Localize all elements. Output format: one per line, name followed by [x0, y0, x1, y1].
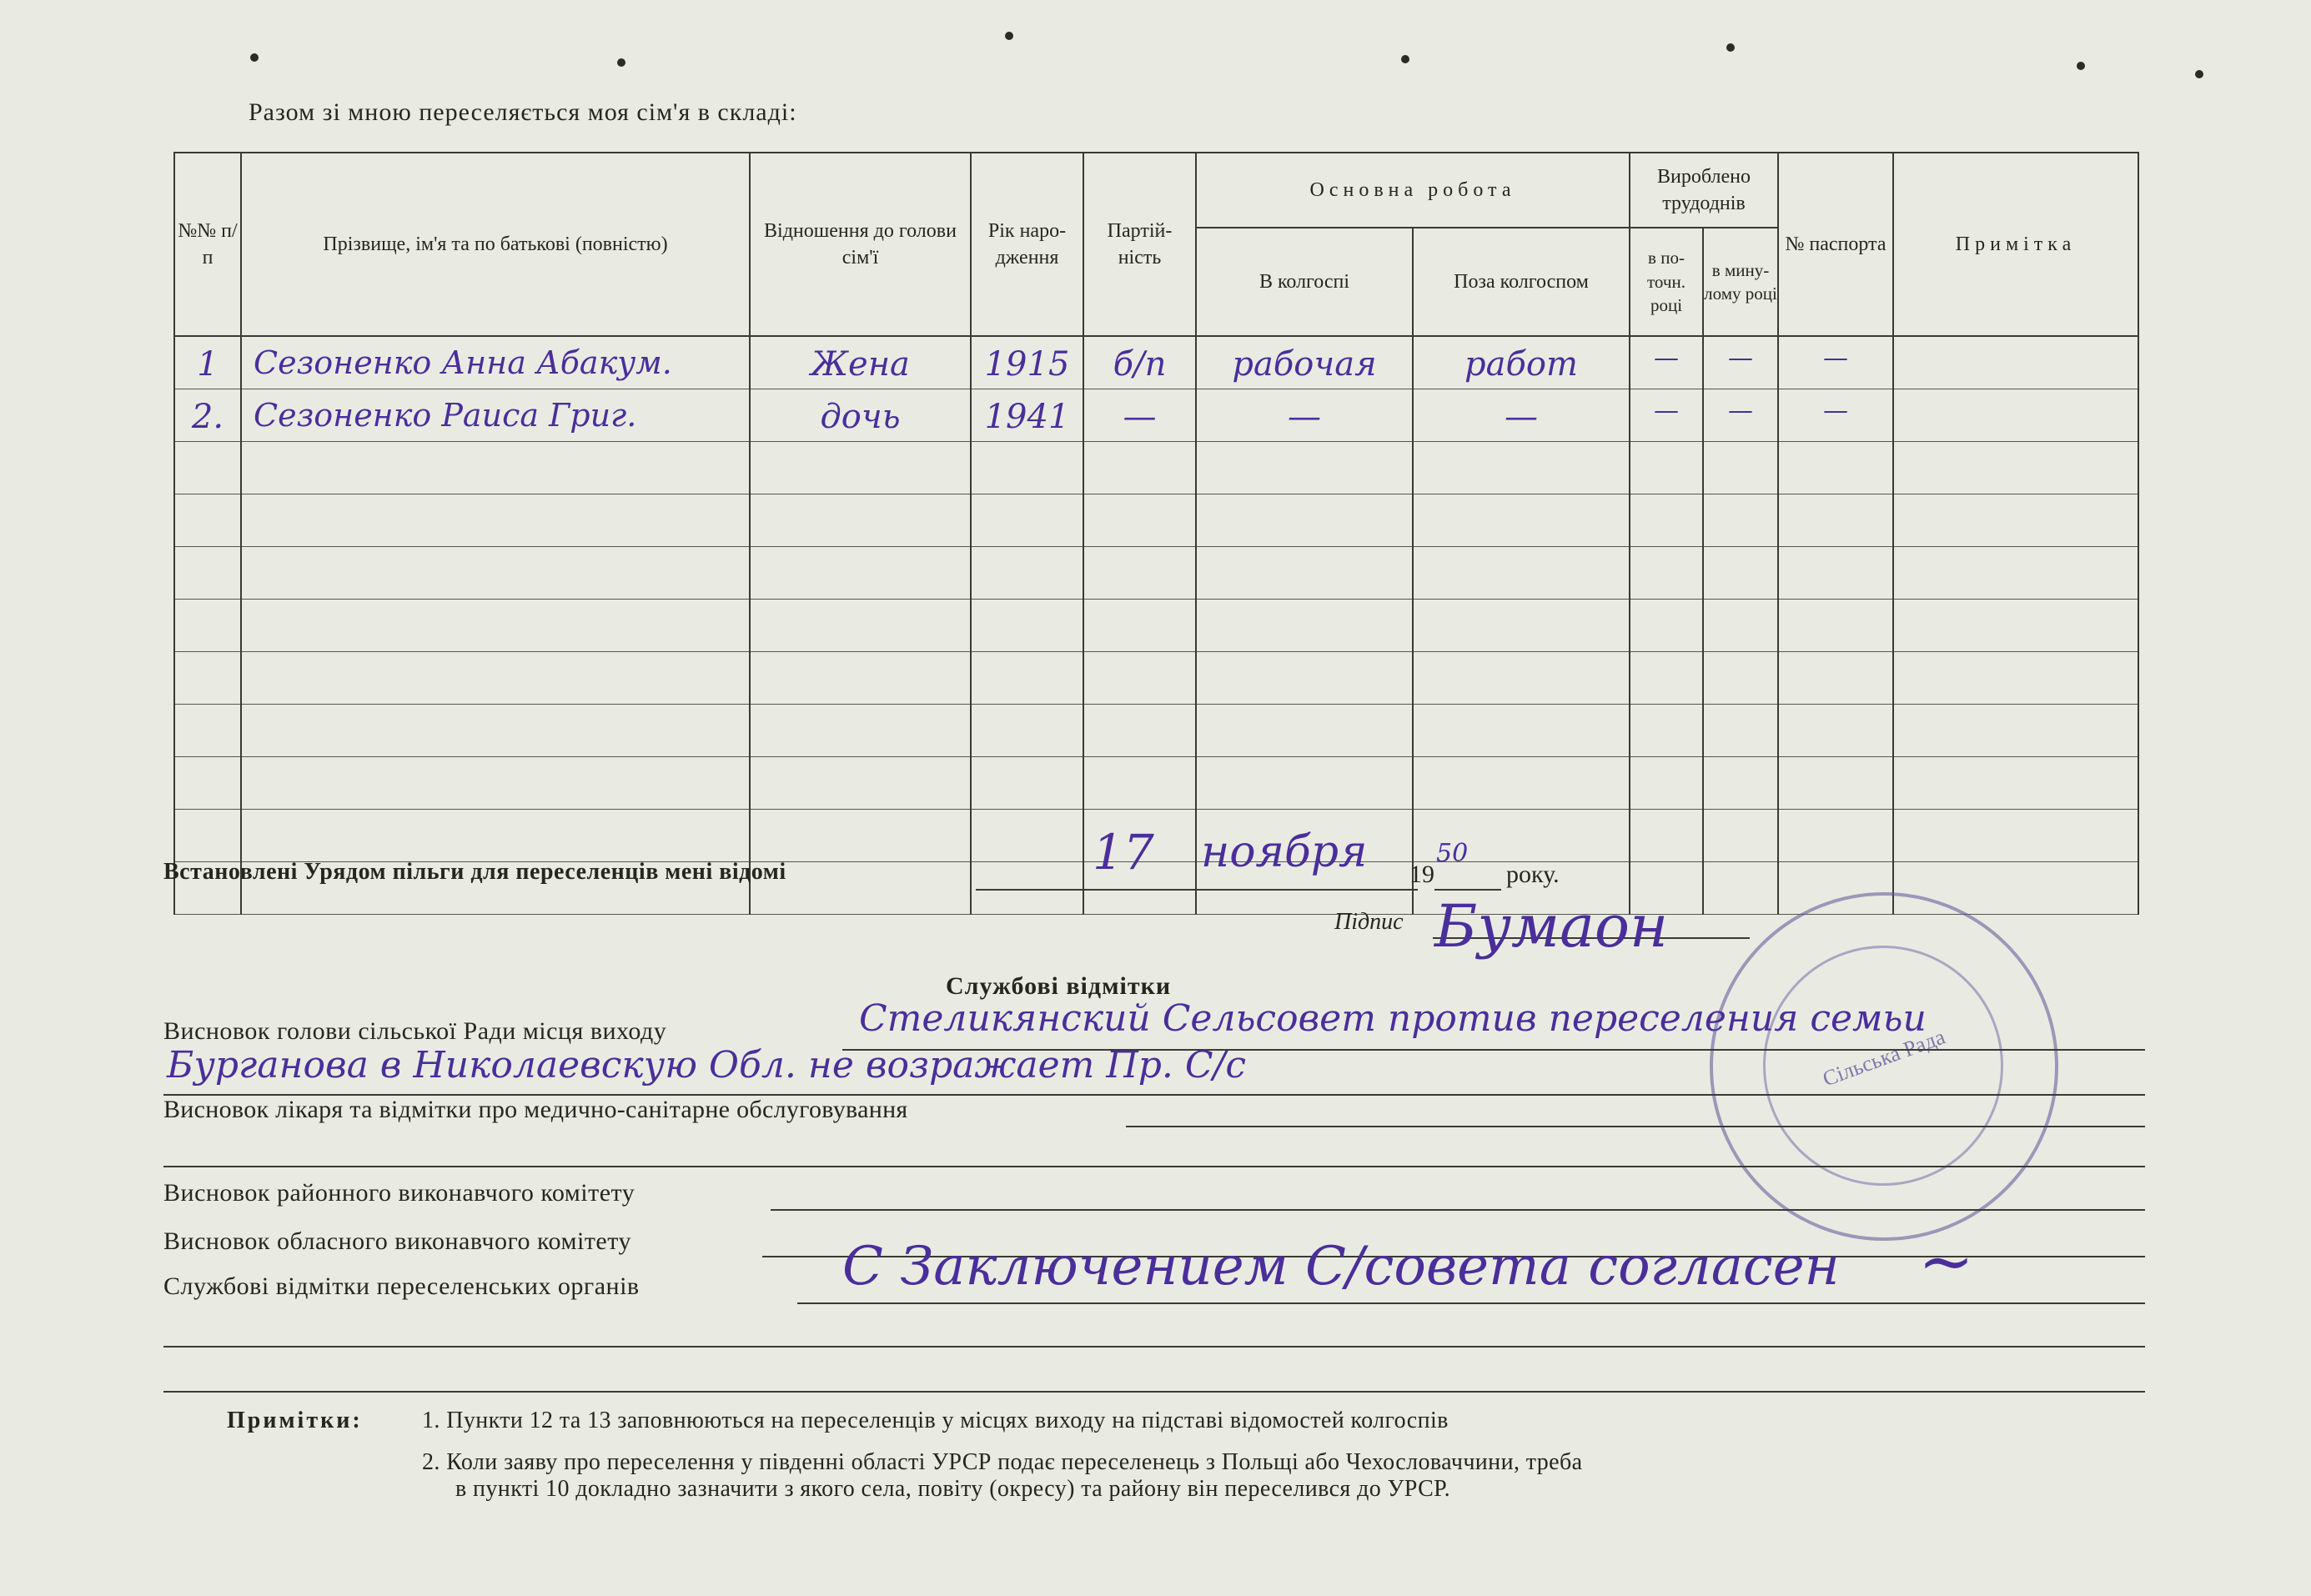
village-council-hw-2: Бурганова в Николаевскую Обл. не возражает Пр. С/с: [167, 1044, 1246, 1087]
row-passport: —: [1823, 344, 1848, 373]
village-council-hw-1: Стеликянский Сельсовет против переселения семьи: [859, 997, 1927, 1040]
punch-hole: [617, 58, 625, 67]
row-passport: —: [1823, 396, 1848, 425]
table-row-empty: [174, 494, 2138, 547]
row-outside-kolkhoz: —: [1505, 398, 1538, 436]
resettlement-line-3: [163, 1391, 2145, 1393]
row-current-year: —: [1654, 396, 1679, 425]
note-2-line-1: 2. Коли заяву про переселення у південні області УРСР подає переселенець з Польщі або Чехословаччини, треба: [422, 1449, 1583, 1475]
table-row-empty: [174, 547, 2138, 600]
doctor-label: Висновок лікаря та відмітки про медично-санітарне обслуговування: [163, 1096, 908, 1123]
punch-hole: [1005, 32, 1013, 40]
table-row-empty: [174, 652, 2138, 705]
col-header-main-work: Основна робота: [1196, 153, 1630, 228]
col-header-passport: № паспорта: [1778, 153, 1893, 336]
row-name: Сезоненко Раиса Григ.: [254, 397, 637, 434]
doctor-line-2: [163, 1166, 2145, 1167]
family-intro: Разом зі мною переселяється моя сім'я в складі:: [249, 98, 797, 126]
official-stamp: [1710, 892, 2058, 1241]
punch-hole: [2195, 70, 2203, 78]
table-row: [174, 389, 2138, 442]
benefits-label: Встановлені Урядом пільги для переселенців мені відомі: [163, 859, 786, 885]
family-table: [173, 152, 2139, 915]
row-birth-year: 1941: [984, 398, 1070, 436]
note-2-line-2: в пункті 10 докладно зазначити з якого села, повіту (окресу) та району він переселився до УРСР.: [455, 1476, 1451, 1502]
table-row-empty: [174, 810, 2138, 862]
district-label: Висновок районного виконавчого комітету: [163, 1179, 636, 1207]
resettlement-hw: С Заключением С/совета согласен: [842, 1236, 1840, 1297]
table-row: [174, 336, 2138, 389]
notes-heading: Примітки:: [227, 1408, 363, 1433]
row-current-year: —: [1654, 344, 1679, 373]
col-header-party: Партій- ність: [1083, 153, 1196, 336]
note-1: 1. Пункти 12 та 13 заповнюються на переселенців у місцях виходу на підставі відомостей колгоспів: [422, 1408, 1449, 1433]
punch-hole: [2077, 62, 2085, 70]
row-last-year: —: [1728, 396, 1753, 425]
doctor-line-1: [1126, 1126, 2145, 1127]
resettlement-label: Службові відмітки переселенських органів: [163, 1272, 640, 1300]
signature-label: Підпис: [1334, 909, 1404, 935]
punch-hole: [250, 53, 259, 62]
row-party: б/п: [1113, 345, 1167, 384]
resettlement-line-2: [163, 1346, 2145, 1348]
col-header-birth-year: Рік наро- дження: [971, 153, 1083, 336]
row-last-year: —: [1728, 344, 1753, 373]
table-row-empty: [174, 705, 2138, 757]
punch-hole: [1401, 55, 1409, 63]
col-header-note: Примітка: [1893, 153, 2138, 336]
row-relation: дочь: [820, 398, 901, 436]
district-line: [771, 1209, 2145, 1211]
punch-hole: [1726, 43, 1735, 52]
year-word: року.: [1506, 861, 1560, 888]
year-suffix: 50: [1436, 839, 1469, 868]
village-council-label: Висновок голови сільської Ради місця виходу: [163, 1017, 667, 1045]
col-header-name: Прізвище, ім'я та по батькові (повністю): [241, 153, 750, 336]
table-row-empty: [174, 442, 2138, 494]
col-header-in-kolkhoz: В колгоспі: [1196, 228, 1413, 336]
col-header-workdays: Вироблено трудоднів: [1630, 153, 1778, 228]
row-in-kolkhoz: рабочая: [1232, 345, 1377, 384]
official-title: Службові відмітки: [946, 972, 1172, 1000]
stamp-text: Сільська Рада: [1819, 1024, 1949, 1092]
year-prefix: 19: [1409, 861, 1434, 888]
date-month: ноября: [1201, 827, 1368, 877]
table-row-empty: [174, 757, 2138, 810]
date-underline: [976, 889, 1418, 891]
row-name: Сезоненко Анна Абакум.: [254, 344, 672, 381]
row-outside-kolkhoz: работ: [1464, 345, 1578, 384]
row-party: —: [1123, 398, 1157, 436]
resettlement-signature: ~: [1918, 1222, 1975, 1300]
year-underline: [1434, 889, 1501, 891]
col-header-current-year: в по- точн. році: [1630, 228, 1703, 336]
table-row-empty: [174, 600, 2138, 652]
row-in-kolkhoz: —: [1288, 398, 1321, 436]
col-header-num: №№ п/п: [174, 153, 241, 336]
resettlement-line-1: [797, 1302, 2145, 1304]
col-header-last-year: в мину- лому році: [1703, 228, 1778, 336]
signature: Бумаон: [1434, 892, 1669, 961]
oblast-label: Висновок обласного виконавчого комітету: [163, 1227, 631, 1255]
row-relation: Жена: [811, 345, 910, 384]
date-day: 17: [1093, 824, 1154, 881]
col-header-relation: Відношення до голови сім'ї: [750, 153, 971, 336]
row-num: 2.: [191, 398, 224, 436]
row-birth-year: 1915: [984, 345, 1070, 384]
row-num: 1: [197, 345, 219, 384]
col-header-outside-kolkhoz: Поза колгоспом: [1413, 228, 1630, 336]
